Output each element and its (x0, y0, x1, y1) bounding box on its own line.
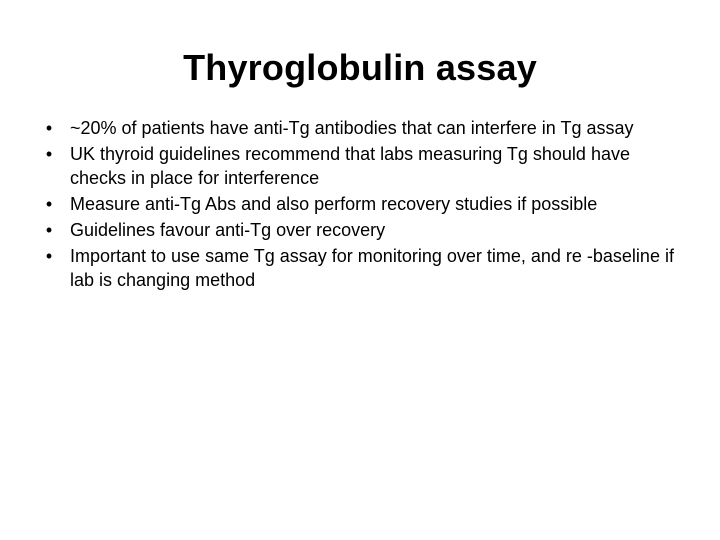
slide-title: Thyroglobulin assay (183, 47, 537, 88)
bullet-text: Important to use same Tg assay for monitoring over time, and re -baseline if lab is changing method (70, 246, 674, 290)
bullet-marker: • (45, 220, 53, 240)
bullet-item (36, 244, 684, 292)
bullet-text: Guidelines favour anti-Tg over recovery (70, 220, 386, 240)
bullet-marker: • (45, 144, 53, 164)
bullet-item (36, 116, 684, 140)
bullet-list (36, 116, 684, 294)
bullet-text: Measure anti-Tg Abs and also perform recovery studies if possible (70, 194, 598, 214)
bullet-marker: • (45, 246, 53, 266)
bullet-marker: • (45, 118, 53, 138)
bullet-item (36, 142, 684, 190)
bullet-text: UK thyroid guidelines recommend that labs measuring Tg should have checks in place for interference (70, 144, 630, 188)
bullet-marker: • (45, 194, 53, 214)
bullet-text: ~20% of patients have anti-Tg antibodies that can interfere in Tg assay (70, 118, 634, 138)
bullet-item (36, 218, 684, 242)
bullet-item (36, 192, 684, 216)
